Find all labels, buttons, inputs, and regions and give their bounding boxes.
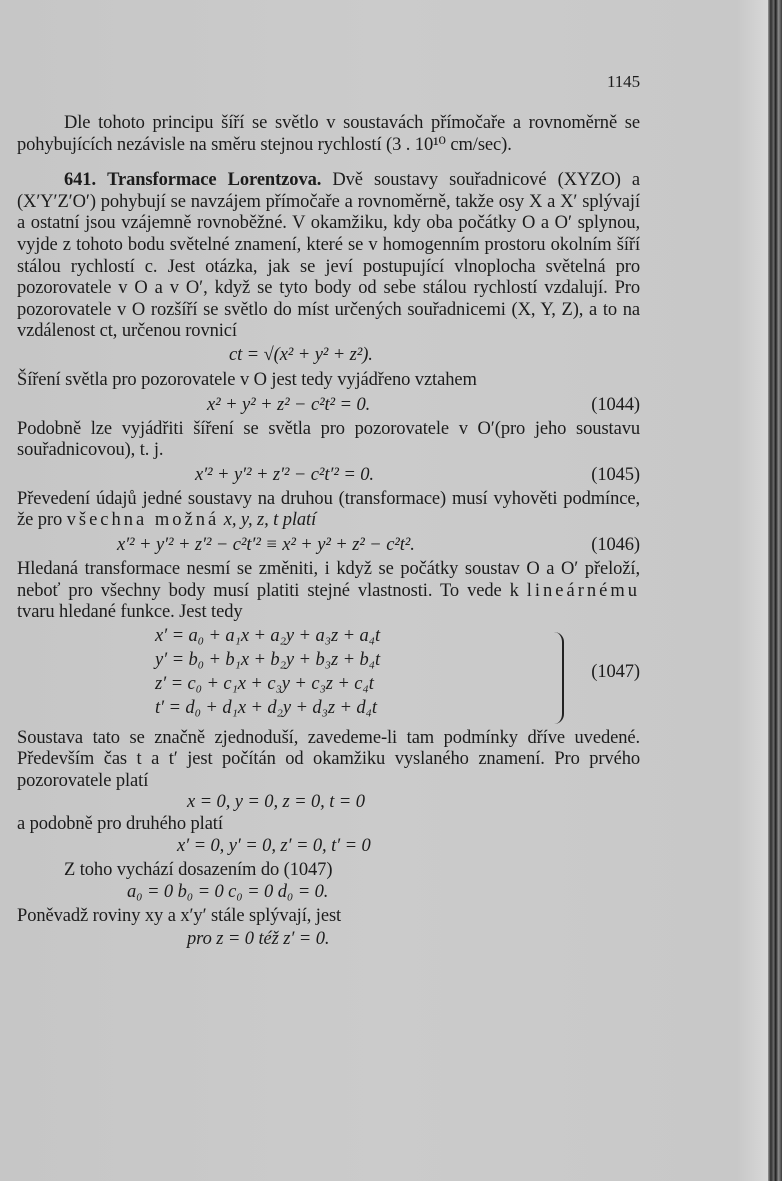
page-binding-edge xyxy=(768,0,782,1181)
intro-paragraph: Dle tohoto principu šíří se světlo v soustavách přímočaře a rovnoměrně se pohybujících nezávisle na směru stejnou rychlostí (3 . 10¹⁰ cm/sec). xyxy=(17,113,640,155)
equation-zero-coefficients: a₀ = 0 b₀ = 0 c₀ = 0 d₀ = 0. xyxy=(127,881,329,902)
page-text xyxy=(17,0,640,951)
spaced-emphasis: lineárnému xyxy=(526,580,640,601)
section-body: Dvě soustavy souřadnicové (XYZO) a (X′Y′Z′O′) pohybují se navzájem přímočaře a rovnoměrně, takže osy X a X′ splývají a ostatní jsou vzájemně rovnoběžné. V okamžiku, kdy oba počátky O a O′ splynou, vyjde z tohoto bodu světelné znamení, které se v homogenním prostoru okolním šíří stálou rychlostí c. Jest otázka, jak se jeví postupující vlnoplocha světelná pro pozorovatele v O a v O′, když se tyto body od sebe stálou rychlostí vzdalují. Pro pozorovatele v O rozšíří se světlo do míst určených souřadnicemi (X, Y, Z), a to na vzdálenost ct, určenou rovnicí xyxy=(17,170,640,342)
paragraph-sireni: Šíření světla pro pozorovatele v O jest tedy vyjádřeno vztahem xyxy=(17,369,477,390)
equation-1045: x′² + y′² + z′² − c²t′² = 0. (1045) xyxy=(195,464,640,485)
section-title: Transformace Lorentzova. xyxy=(107,170,322,191)
paragraph-druheho: a podobně pro druhého platí xyxy=(17,814,223,835)
right-brace xyxy=(554,632,564,724)
page-number: 1145 xyxy=(607,72,640,91)
paragraph-soustava: Soustava tato se značně zjednoduší, zavedeme-li tam podmínky dříve uvedené. Především čas t a t′ jest počítán od okamžiku vyslaného znamení. Pro prvého pozorovatele platí xyxy=(17,727,640,791)
paragraph-ztoho: Z toho vychází dosazením do (1047) xyxy=(64,860,333,881)
equation-number: (1047) xyxy=(591,661,640,682)
equation-1046: x′² + y′² + z′² − c²t′² ≡ x² + y² + z² − c²t². (1046) xyxy=(117,534,640,555)
equation-pro-z: pro z = 0 též z′ = 0. xyxy=(187,929,330,950)
equation-system-1047: x′ = a₀ + a₁x + a₂y + a₃z + a₄t y′ = b₀ + b₁x + b₂y + b₃z + b₄t z′ = c₀ + c₁x + c₃y + c₃z + c₄t t′ = d₀ + d₁x + d₂y + d₃z + d₄t (1047) xyxy=(17,624,640,728)
paragraph-prevedeni: Převedení údajů jedné soustavy na druhou (transformace) musí vyhověti podmínce, že pro všechna možná x, y, z, t platí xyxy=(17,488,640,531)
equation-1044: x² + y² + z² − c²t² = 0. (1044) xyxy=(207,394,640,415)
equation-number: (1045) xyxy=(591,464,640,485)
paragraph-hledana: Hledaná transformace nesmí se změniti, i když se počátky soustav O a O′ přeloží, neboť pro všechny body musí platiti stejné vlastnosti. To vede k lineárnému tvaru hledané funkce. Jest tedy xyxy=(17,558,640,623)
equation-first-observer: x = 0, y = 0, z = 0, t = 0 xyxy=(187,792,365,813)
section-number: 641. xyxy=(64,170,96,191)
spaced-emphasis: všechna možná xyxy=(66,510,220,531)
equation-ct: ct = √(x² + y² + z²). xyxy=(229,344,373,365)
equation-number: (1044) xyxy=(591,394,640,415)
paragraph-podobne: Podobně lze vyjádřiti šíření se světla pro pozorovatele v O′(pro jeho soustavu souřadnicovou), t. j. xyxy=(17,418,640,461)
paragraph-ponevadz: Poněvadž roviny xy a x′y′ stále splývají, jest xyxy=(17,905,342,926)
section-641 xyxy=(17,170,640,343)
equation-second-observer: x′ = 0, y′ = 0, z′ = 0, t′ = 0 xyxy=(177,836,371,857)
equation-number: (1046) xyxy=(591,534,640,555)
